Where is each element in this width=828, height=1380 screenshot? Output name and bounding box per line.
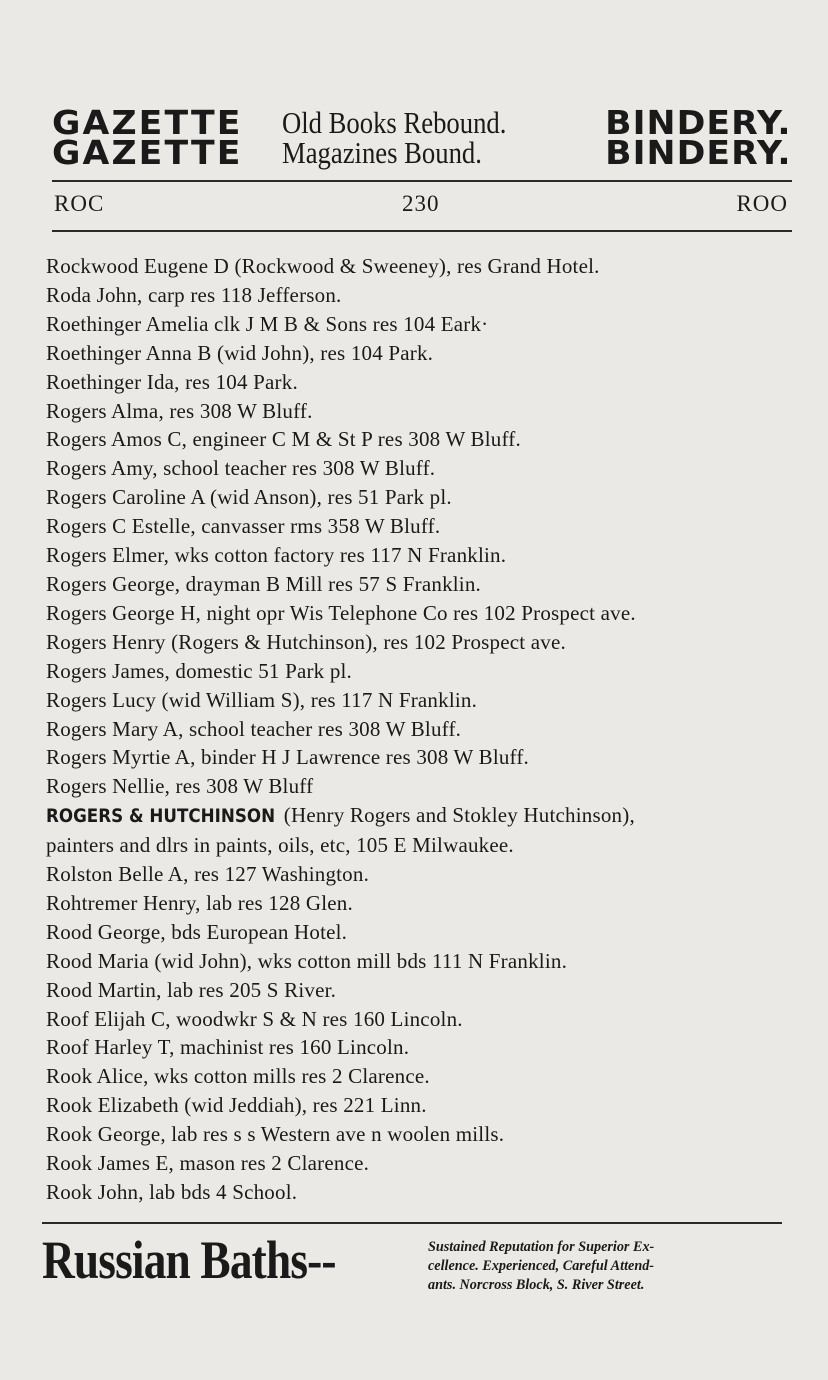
directory-entry	[46, 715, 806, 744]
footer-rule	[42, 1222, 782, 1224]
russian-baths-description	[428, 1238, 788, 1295]
entry-text: Rook John, lab bds 4 School.	[46, 1180, 298, 1204]
entry-text: (Henry Rogers and Stokley Hutchinson),	[278, 803, 635, 828]
directory-entry	[46, 1149, 806, 1178]
entry-text: Roethinger Anna B (wid John), res 104 Park.	[46, 340, 434, 365]
running-head-right: ROO	[736, 191, 788, 216]
entry-text: painters and dlrs in paints, oils, etc, 105 E Milwaukee.	[46, 833, 514, 858]
directory-entry	[46, 1062, 806, 1091]
entry-text: Rood George, bds European Hotel.	[46, 919, 348, 944]
directory-entry	[46, 425, 806, 454]
firm-name: ROGERS & HUTCHINSON	[46, 805, 276, 828]
entry-text: Rogers C Estelle, canvasser rms 358 W Bluff.	[46, 514, 441, 539]
directory-entry	[46, 1005, 806, 1034]
directory-entry	[46, 976, 806, 1005]
entry-text: Roethinger Amelia clk J M B & Sons res 104 Eark·	[46, 311, 489, 336]
entry-text: Rook James E, mason res 2 Clarence.	[46, 1151, 370, 1176]
entry-text: Rogers George H, night opr Wis Telephone Co res 102 Prospect ave.	[46, 600, 636, 625]
entry-text: Rogers Myrtie A, binder H J Lawrence res 308 W Bluff.	[46, 745, 530, 770]
entry-text: Rogers Lucy (wid William S), res 117 N Franklin.	[46, 687, 478, 712]
entry-text: Rogers George, drayman B Mill res 57 S Franklin.	[46, 571, 481, 596]
directory-entry	[46, 947, 806, 976]
directory-entry-continuation	[46, 831, 806, 860]
directory-entry	[46, 454, 806, 483]
directory-entry	[46, 743, 806, 772]
entry-text: Rogers Amos C, engineer C M & St P res 308 W Bluff.	[46, 427, 521, 452]
entry-text: Rogers Amy, school teacher res 308 W Bluff.	[46, 456, 436, 481]
directory-entry	[46, 772, 806, 801]
entry-text: Roof Harley T, machinist res 160 Lincoln.	[46, 1035, 410, 1060]
entry-text: Rogers Nellie, res 308 W Bluff	[46, 774, 314, 799]
header-top-rule	[52, 180, 792, 182]
directory-entry	[46, 310, 806, 339]
advert-row-2	[52, 133, 792, 172]
entry-text: Rogers Alma, res 308 W Bluff.	[46, 398, 313, 423]
description-line: cellence. Experienced, Careful Attend-	[428, 1258, 655, 1274]
entry-text: Rook Alice, wks cotton mills res 2 Clarence.	[46, 1064, 430, 1089]
header-bottom-rule	[52, 230, 792, 232]
directory-entry	[46, 1120, 806, 1149]
entry-text: Roethinger Ida, res 104 Park.	[46, 369, 298, 394]
directory-entry	[46, 483, 806, 512]
directory-entry	[46, 1091, 806, 1120]
directory-entry	[46, 570, 806, 599]
description-line: ants. Norcross Block, S. River Street.	[428, 1277, 645, 1293]
directory-entry	[46, 686, 806, 715]
directory-entry	[46, 860, 806, 889]
directory-entry	[46, 252, 806, 281]
directory-entry	[46, 889, 806, 918]
entry-text: Rogers Caroline A (wid Anson), res 51 Park pl.	[46, 485, 452, 510]
directory-entry	[46, 397, 806, 426]
description-line: Sustained Reputation for Superior Ex-	[428, 1239, 655, 1255]
directory-entry	[46, 541, 806, 570]
advert-bindery-word: BINDERY.	[605, 133, 792, 172]
directory-entry	[46, 918, 806, 947]
directory-entry	[46, 801, 806, 831]
russian-baths-title: Russian Baths--	[42, 1230, 336, 1290]
entry-text: Rolston Belle A, res 127 Washington.	[46, 862, 370, 887]
entry-text: Rogers Henry (Rogers & Hutchinson), res 102 Prospect ave.	[46, 629, 566, 654]
entry-text: Rohtremer Henry, lab res 128 Glen.	[46, 890, 353, 915]
advert-gazette-word: GAZETTE	[52, 133, 243, 172]
directory-entry	[46, 281, 806, 310]
directory-entry	[46, 368, 806, 397]
directory-entry	[46, 599, 806, 628]
page-number: 230	[402, 191, 440, 216]
gazette-bindery-advertisement	[52, 103, 792, 172]
entry-text: Rogers Elmer, wks cotton factory res 117 N Franklin.	[46, 543, 507, 568]
entry-text: Roof Elijah C, woodwkr S & N res 160 Lincoln.	[46, 1006, 463, 1031]
entry-text: Rood Maria (wid John), wks cotton mill bds 111 N Franklin.	[46, 948, 568, 973]
advert-gazette-word: GAZETTE	[52, 103, 243, 142]
entry-text: Rook George, lab res s s Western ave n woolen mills.	[46, 1122, 505, 1147]
directory-entry	[46, 628, 806, 657]
directory-entries	[46, 252, 806, 1207]
entry-text: Roda John, carp res 118 Jefferson.	[46, 282, 342, 307]
directory-entry	[46, 657, 806, 686]
running-head-left: ROC	[54, 191, 105, 216]
directory-entry	[46, 1178, 806, 1207]
russian-baths-advertisement	[42, 1230, 792, 1300]
entry-text: Rood Martin, lab res 205 S River.	[46, 977, 337, 1002]
directory-entry	[46, 512, 806, 541]
advert-magazines-text: Magazines Bound.	[282, 135, 482, 170]
directory-entry	[46, 339, 806, 368]
entry-text: Rook Elizabeth (wid Jeddiah), res 221 Linn.	[46, 1093, 427, 1118]
entry-text: Rogers James, domestic 51 Park pl.	[46, 658, 353, 683]
advert-bindery-word: BINDERY.	[605, 103, 792, 142]
entry-text: Rogers Mary A, school teacher res 308 W Bluff.	[46, 716, 462, 741]
advert-old-books-text: Old Books Rebound.	[282, 105, 507, 140]
directory-entry	[46, 1033, 806, 1062]
entry-text: Rockwood Eugene D (Rockwood & Sweeney), res Grand Hotel.	[46, 254, 600, 278]
